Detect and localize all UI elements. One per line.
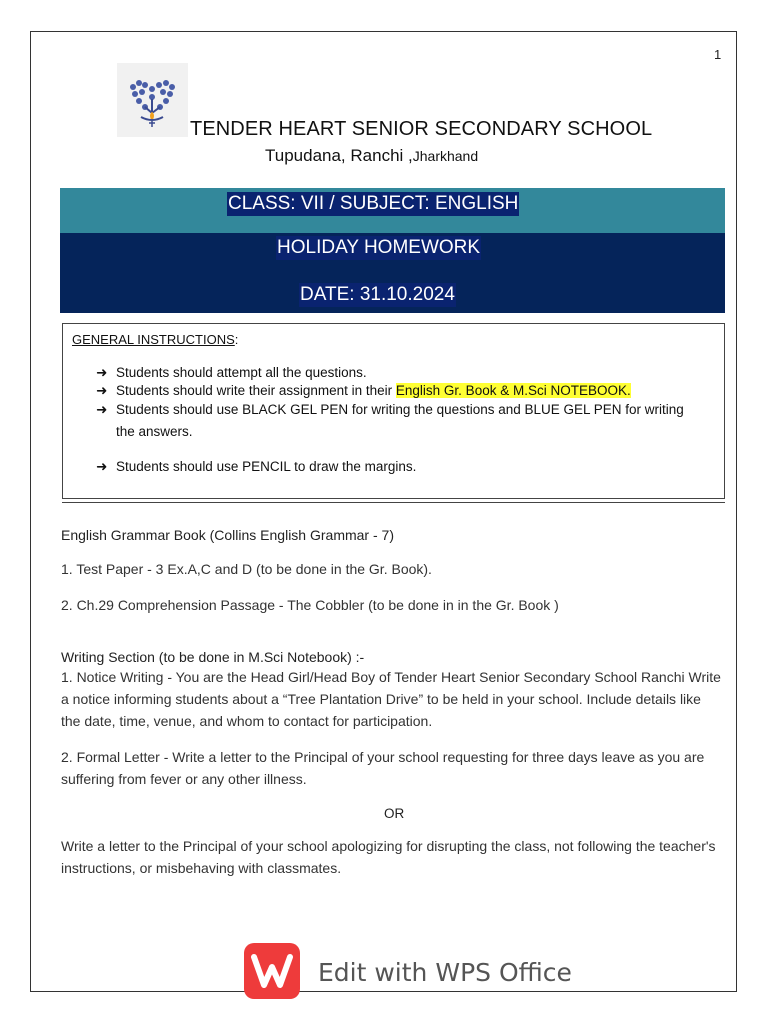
writing-question-3: Write a letter to the Principal of your school apologizing for disrupting the class, not following the teacher's instructions, or misbehaving with classmates. [61, 838, 716, 876]
arrow-icon: ➜ [96, 365, 108, 380]
grammar-heading: English Grammar Book (Collins English Grammar - 7) [61, 527, 394, 543]
instruction-text: Students should use PENCIL to draw the margins. [116, 459, 417, 474]
instruction-text: Students should use BLACK GEL PEN for writing the questions and BLUE GEL PEN for writing the answers. [116, 402, 684, 439]
school-address-state: Jharkhand [412, 148, 479, 164]
instructions-heading-colon: : [234, 332, 239, 347]
page-number: 1 [714, 47, 722, 62]
grammar-question-1: 1. Test Paper - 3 Ex.A,C and D (to be done in the Gr. Book). [61, 561, 432, 577]
homework-title: HOLIDAY HOMEWORK [277, 237, 481, 258]
instructions-heading [72, 332, 238, 347]
instruction-item [96, 456, 706, 478]
arrow-icon: ➜ [96, 402, 108, 417]
school-logo-icon [117, 63, 188, 137]
wps-edit-link[interactable]: Edit with WPS Office [318, 958, 572, 987]
date-title: DATE: 31.10.2024 [300, 284, 455, 305]
instructions-heading-text: GENERAL INSTRUCTIONS [72, 332, 235, 347]
writing-heading: Writing Section (to be done in M.Sci Notebook) :- [61, 649, 365, 665]
instruction-text: Students should attempt all the questions. [116, 365, 367, 380]
school-address-main: Tupudana, Ranchi , [265, 146, 413, 165]
class-subject-title: CLASS: VII / SUBJECT: ENGLISH [228, 193, 519, 214]
writing-question-1: 1. Notice Writing - You are the Head Girl/Head Boy of Tender Heart Senior Secondary School Ranchi Write a notice informing students about a “Tree Plantation Drive” to be held in your school. Include details like the date, time, venue, and whom to contact for participation. [61, 669, 721, 729]
writing-question-2: 2. Formal Letter - Write a letter to the Principal of your school requesting for three days leave as you are suffering from fever or any other illness. [61, 749, 705, 787]
grammar-question-2: 2. Ch.29 Comprehension Passage - The Cobbler (to be done in in the Gr. Book ) [61, 597, 559, 613]
instruction-item [96, 399, 706, 443]
arrow-icon: ➜ [96, 459, 108, 474]
school-address [265, 146, 478, 166]
school-name: TENDER HEART SENIOR SECONDARY SCHOOL [190, 118, 653, 140]
instruction-text: Students should write their assignment in their [116, 383, 396, 398]
instructions-box-underline [62, 502, 725, 503]
arrow-icon: ➜ [96, 383, 108, 398]
wps-logo-icon[interactable] [244, 943, 300, 999]
instruction-highlight: English Gr. Book & M.Sci NOTEBOOK. [395, 383, 631, 398]
or-separator: OR [384, 806, 405, 821]
